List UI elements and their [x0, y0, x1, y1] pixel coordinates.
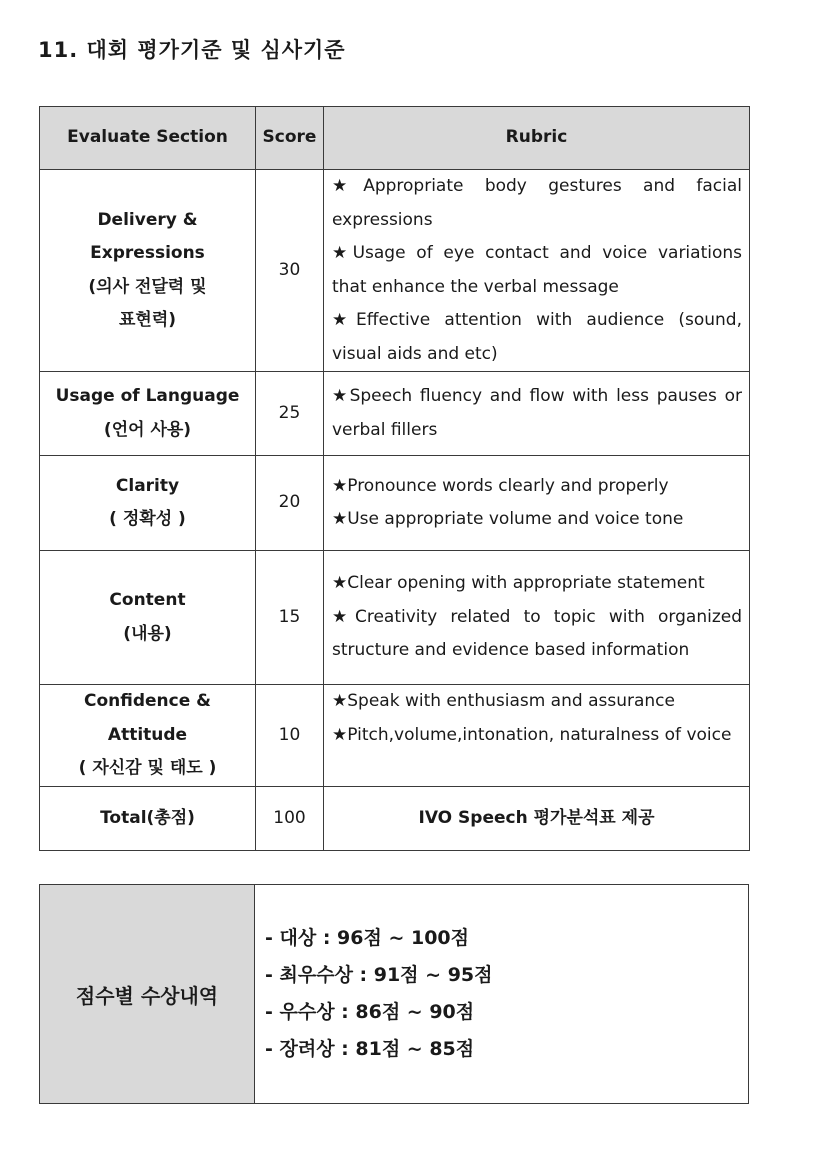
- rubric-item: ★Effective attention with audience (sound, visual aids and etc): [332, 310, 742, 364]
- rubric-cell: [324, 170, 750, 372]
- rubric-item: ★Usage of eye contact and voice variations that enhance the verbal message: [332, 243, 742, 297]
- rubric-cell: [324, 456, 750, 551]
- section-name-line: Clarity: [115, 475, 180, 496]
- award-item: - 최우수상 : 91점 ~ 95점: [265, 964, 493, 986]
- section-name-line: ( 자신감 및 태도 ): [78, 758, 217, 779]
- score-cell: 30: [256, 170, 324, 372]
- rubric-item: ★Pitch,volume,intonation, naturalness of voice: [332, 724, 732, 745]
- award-item: - 장려상 : 81점 ~ 85점: [265, 1038, 475, 1060]
- evaluation-rubric-table: [39, 106, 750, 851]
- rubric-cell: [324, 685, 750, 787]
- rubric-item: ★Pronounce words clearly and properly: [332, 475, 669, 496]
- section-name-line: Delivery &: [97, 209, 198, 230]
- score-cell: 15: [256, 551, 324, 685]
- header-score: Score: [256, 107, 324, 170]
- total-note: IVO Speech 평가분석표 제공: [324, 787, 750, 851]
- table-row: [40, 456, 750, 551]
- section-name-line: Attitude: [107, 724, 188, 745]
- section-name-line: (내용): [123, 623, 172, 644]
- rubric-cell: [324, 551, 750, 685]
- section-name-line: (언어 사용): [103, 419, 192, 440]
- section-cell: [40, 551, 256, 685]
- section-cell: [40, 372, 256, 456]
- score-cell: 10: [256, 685, 324, 787]
- awards-row: [40, 885, 749, 1104]
- table-header-row: [40, 107, 750, 170]
- total-label: Total(총점): [40, 787, 256, 851]
- awards-label: 점수별 수상내역: [40, 885, 255, 1104]
- section-name-line: (의사 전달력 및: [88, 276, 207, 297]
- rubric-item: ★Speak with enthusiasm and assurance: [332, 691, 675, 711]
- document-title: 11. 대회 평가기준 및 심사기준: [38, 38, 346, 62]
- award-item: - 대상 : 96점 ~ 100점: [265, 927, 469, 949]
- score-cell: 20: [256, 456, 324, 551]
- rubric-item: ★Appropriate body gestures and facial expressions: [332, 176, 742, 230]
- rubric-item: ★Clear opening with appropriate statement: [332, 573, 705, 594]
- rubric-item: ★Speech fluency and flow with less pauses or verbal fillers: [332, 386, 742, 440]
- table-row: [40, 685, 750, 787]
- header-evaluate-section: Evaluate Section: [40, 107, 256, 170]
- section-cell: [40, 685, 256, 787]
- header-rubric: Rubric: [324, 107, 750, 170]
- awards-table: [39, 884, 749, 1104]
- section-name-line: Expressions: [90, 243, 205, 263]
- section-name-line: Content: [109, 590, 186, 610]
- rubric-item: ★Use appropriate volume and voice tone: [332, 509, 684, 529]
- section-name-line: ( 정확성 ): [109, 509, 186, 529]
- awards-list: [255, 885, 749, 1104]
- table-row: [40, 551, 750, 685]
- section-cell: [40, 456, 256, 551]
- table-row: [40, 372, 750, 456]
- total-row: [40, 787, 750, 851]
- award-item: - 우수상 : 86점 ~ 90점: [265, 1001, 475, 1023]
- rubric-cell: [324, 372, 750, 456]
- score-cell: 25: [256, 372, 324, 456]
- table-row: [40, 170, 750, 372]
- rubric-item: ★Creativity related to topic with organized structure and evidence based information: [332, 606, 742, 661]
- total-score: 100: [256, 787, 324, 851]
- section-name-line: Usage of Language: [55, 386, 240, 406]
- section-name-line: 표현력): [118, 310, 177, 330]
- section-name-line: Confidence &: [83, 691, 211, 712]
- section-cell: [40, 170, 256, 372]
